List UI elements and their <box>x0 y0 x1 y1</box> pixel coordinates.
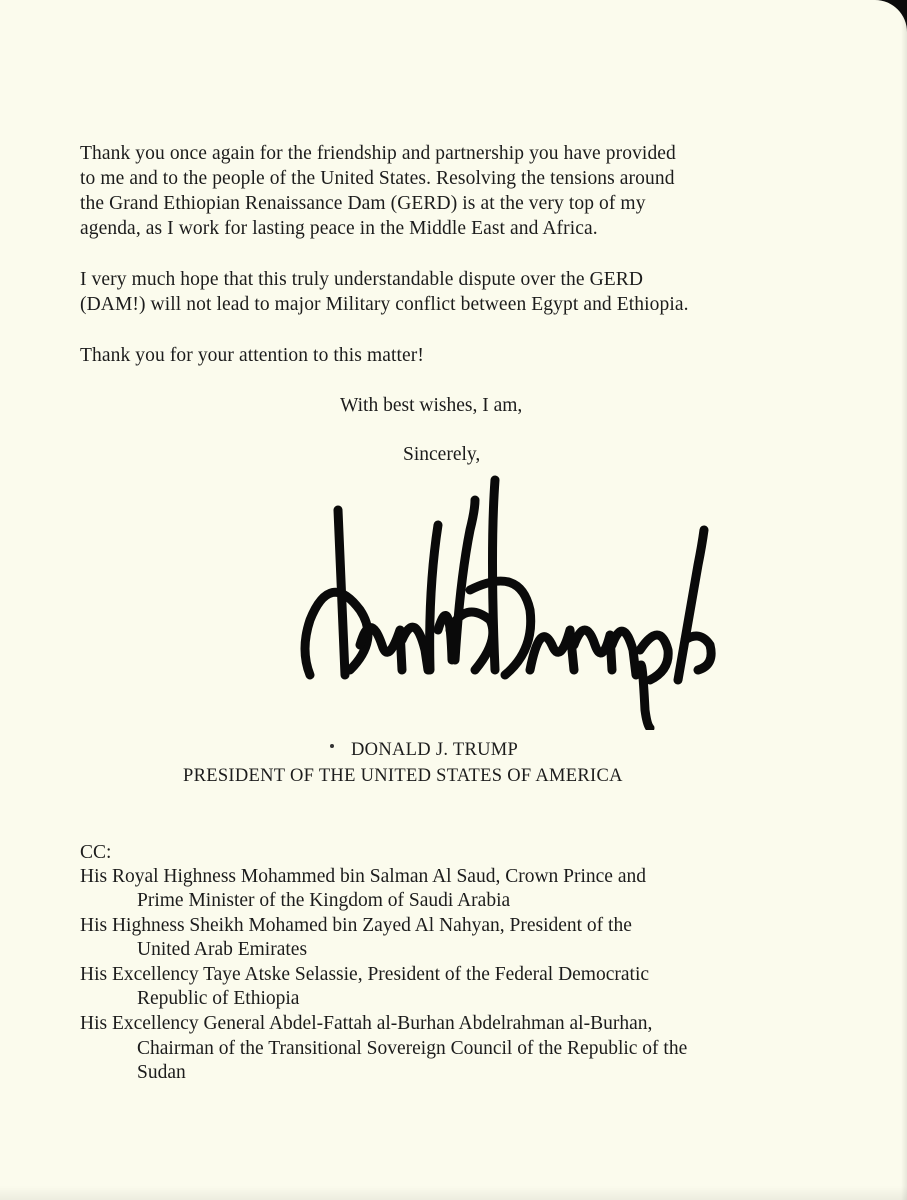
cc-recipient-2-line-1: His Highness Sheikh Mohamed bin Zayed Al Nahyan, President of the <box>80 915 632 936</box>
cc-recipient-3-line-1: His Excellency Taye Atske Selassie, President of the Federal Democratic <box>80 964 650 985</box>
cc-recipient-4-line-2: Chairman of the Transitional Sovereign Council of the Republic of the <box>137 1038 688 1059</box>
cc-recipient-1-line-1: His Royal Highness Mohammed bin Salman Al Saud, Crown Prince and <box>80 866 646 887</box>
paragraph-2-line-1: I very much hope that this truly understandable dispute over the GERD <box>80 269 644 290</box>
cc-recipient-3-line-2: Republic of Ethiopia <box>137 988 300 1009</box>
signer-name: DONALD J. TRUMP <box>351 740 519 760</box>
cc-label: CC: <box>80 842 112 863</box>
paragraph-1-line-4: agenda, as I work for lasting peace in the Middle East and Africa. <box>80 218 598 239</box>
handwritten-signature <box>290 470 720 730</box>
page-right-shadow <box>901 0 907 1200</box>
cc-recipient-2-line-2: United Arab Emirates <box>137 939 308 960</box>
paragraph-2-line-2: (DAM!) will not lead to major Military conflict between Egypt and Ethiopia. <box>80 294 689 315</box>
stray-dot <box>330 744 334 748</box>
closing-line: With best wishes, I am, <box>340 395 523 416</box>
page-bottom-shadow <box>0 1186 907 1200</box>
paragraph-1-line-3: the Grand Ethiopian Renaissance Dam (GERD) is at the very top of my <box>80 193 646 214</box>
signer-title: PRESIDENT OF THE UNITED STATES OF AMERICA <box>183 766 623 786</box>
cc-recipient-4-line-1: His Excellency General Abdel-Fattah al-Burhan Abdelrahman al-Burhan, <box>80 1013 653 1034</box>
sincerely-line: Sincerely, <box>403 444 481 465</box>
paragraph-1-line-1: Thank you once again for the friendship and partnership you have provided <box>80 143 676 164</box>
paragraph-3: Thank you for your attention to this matter! <box>80 345 424 366</box>
cc-recipient-1-line-2: Prime Minister of the Kingdom of Saudi Arabia <box>137 890 511 911</box>
paragraph-1-line-2: to me and to the people of the United States. Resolving the tensions around <box>80 168 675 189</box>
cc-recipient-4-line-3: Sudan <box>137 1062 186 1083</box>
